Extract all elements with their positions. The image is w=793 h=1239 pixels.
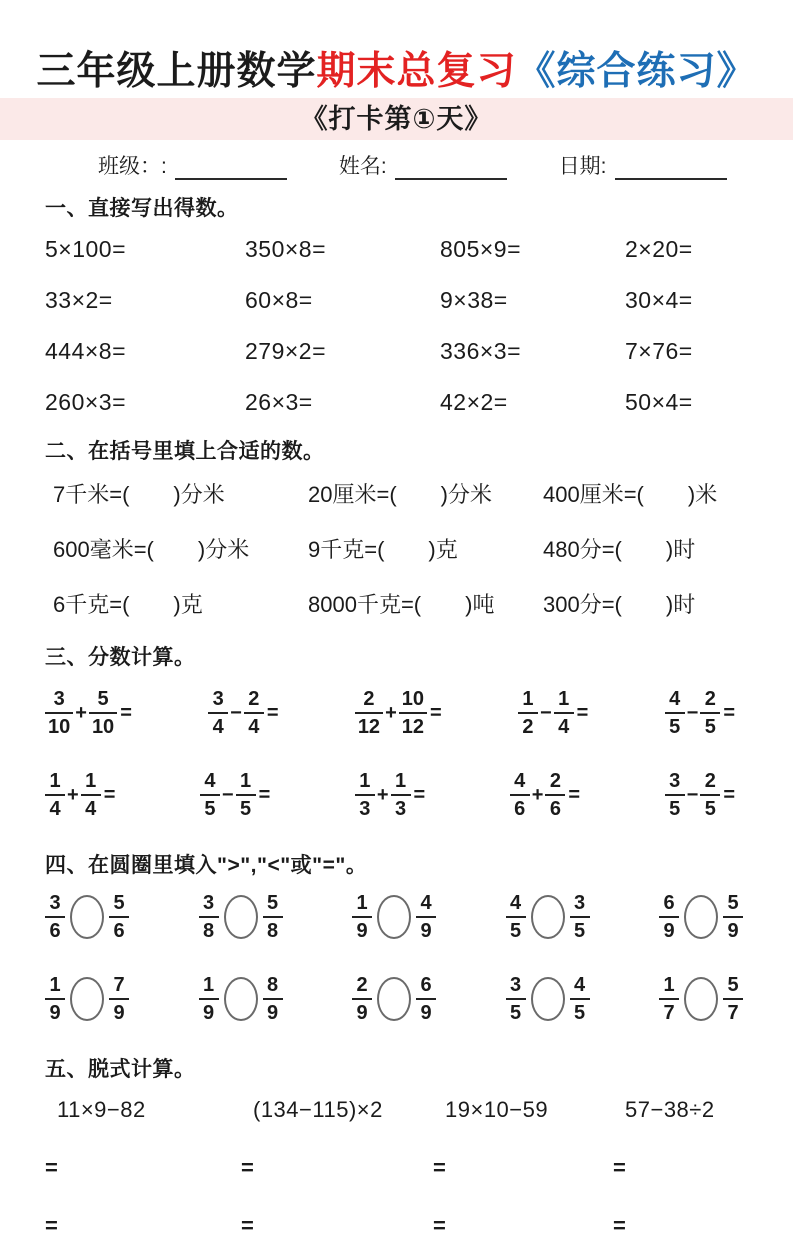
fraction [199,893,219,941]
equals-sign: = [120,701,132,724]
section-unit-conversion [45,435,763,619]
fraction-numerator: 3 [509,974,522,996]
operator: − [221,783,234,806]
math-problem: 336×3= [440,338,522,364]
fraction-denominator: 5 [570,998,590,1023]
fraction-expression [665,771,735,819]
fraction-numerator: 4 [573,974,586,996]
fraction-expression [200,771,270,819]
comparison-circle [70,895,104,939]
math-problem: 33×2= [45,287,113,313]
fraction-comparison [199,893,283,941]
math-problem: 42×2= [440,389,508,415]
fraction [659,893,679,941]
fraction-numerator: 5 [727,892,739,914]
fraction-denominator: 9 [45,998,65,1023]
fraction-denominator: 4 [208,712,228,737]
title-part-blue: 《综合练习》 [516,50,757,93]
fraction-numerator: 4 [204,770,216,792]
fraction-comparison [659,893,743,941]
fraction-denominator: 5 [700,794,720,819]
equals-sign: = [568,783,581,806]
fraction-denominator: 5 [665,794,685,819]
math-problem: 260×3= [45,389,127,415]
math-problem: 7×76= [625,338,693,364]
fraction [355,771,375,819]
equals-sign: = [45,1155,59,1180]
fraction-expression [355,689,442,737]
fraction-expression [518,689,588,737]
fraction-expression [45,771,115,819]
operator: + [376,783,389,806]
section-step-calculation [45,1053,763,1239]
equals-sign: = [613,1155,627,1180]
fraction-denominator: 5 [665,712,685,737]
math-problem: 8000千克=( )吨 [308,592,495,617]
math-problem: 480分=( )时 [543,537,696,562]
fraction-denominator: 12 [355,712,383,737]
fraction-expression [510,771,580,819]
math-problem: 9千克=( )克 [308,537,458,562]
equals-sign: = [430,701,442,724]
fraction-expression [45,689,132,737]
worksheet-page [0,50,793,1238]
fraction-numerator: 6 [420,974,432,996]
fraction [355,689,383,737]
math-problem: 19×10−59 [445,1097,549,1122]
fraction-expression [208,689,278,737]
fraction [700,689,720,737]
fraction-numerator: 3 [573,892,586,914]
section3-heading: 三、分数计算。 [45,646,196,669]
fraction [659,975,679,1023]
fraction-numerator: 4 [509,892,522,914]
fraction-numerator: 5 [727,974,739,996]
fraction-numerator: 2 [248,688,260,710]
fraction-numerator: 5 [113,892,125,914]
fraction [554,689,574,737]
fraction-comparison [506,975,590,1023]
fraction [506,893,526,941]
equals-sign: = [103,783,116,806]
fraction-denominator: 4 [554,712,574,737]
fraction [506,975,526,1023]
equals-sign: = [723,783,735,806]
fraction-numerator: 5 [266,892,279,914]
equals-sign: = [241,1213,255,1238]
fraction-comparison [352,893,436,941]
math-problem: 279×2= [245,338,327,364]
fraction-denominator: 5 [570,916,590,941]
fraction-expression [665,689,735,737]
fraction-denominator: 9 [723,916,743,941]
fraction [723,975,743,1023]
operator: + [67,783,79,806]
fraction [510,771,530,819]
fraction-denominator: 9 [199,998,219,1023]
fraction-numerator: 1 [49,770,61,792]
fraction [244,689,264,737]
fraction-denominator: 8 [199,916,219,941]
fraction-denominator: 8 [263,916,283,941]
fraction [416,893,436,941]
fraction [45,689,73,737]
fraction-denominator: 9 [659,916,679,941]
fraction-numerator: 8 [266,974,279,996]
comparison-circle [684,895,718,939]
equals-sign: = [613,1213,627,1238]
operator: − [230,701,242,724]
math-problem: 26×3= [245,389,313,415]
fraction-numerator: 1 [558,688,570,710]
equals-sign: = [241,1155,255,1180]
operator: − [539,701,552,724]
fraction-numerator: 4 [420,892,432,914]
fraction-denominator: 9 [263,998,283,1023]
math-problem: 50×4= [625,389,693,415]
header-fields [98,150,793,180]
fraction-numerator: 4 [514,770,526,792]
fraction [89,689,117,737]
worksheet-content [0,192,793,1239]
fraction-numerator: 10 [401,688,424,710]
operator: − [686,701,699,724]
fraction [352,975,372,1023]
fraction-numerator: 1 [49,974,61,996]
fraction-numerator: 3 [49,892,61,914]
comparison-circle [224,977,258,1021]
fraction-denominator: 10 [89,712,117,737]
fraction-numerator: 4 [669,688,681,710]
date-blank-line [615,156,727,180]
fraction-denominator: 5 [200,794,220,819]
title-part-black: 三年级上册数学 [36,50,317,93]
operator: − [686,783,699,806]
fraction-numerator: 1 [394,770,407,792]
equals-sign: = [723,701,735,724]
fraction-numerator: 5 [97,688,109,710]
section2-problem-grid [45,481,763,619]
fraction-denominator: 3 [391,794,411,819]
fraction [570,893,590,941]
section5-heading: 五、脱式计算。 [45,1058,196,1081]
fraction-denominator: 6 [510,794,530,819]
class-blank-line [175,156,287,180]
fraction-denominator: 9 [352,998,372,1023]
fraction-denominator: 10 [45,712,73,737]
fraction-numerator: 3 [202,892,215,914]
fraction-numerator: 1 [359,770,371,792]
fraction [236,771,256,819]
equals-sign: = [45,1213,59,1238]
fraction-expression [355,771,425,819]
math-problem: 444×8= [45,338,127,364]
fraction-denominator: 7 [723,998,743,1023]
fraction [81,771,101,819]
fraction-denominator: 6 [545,794,565,819]
operator: + [385,701,397,724]
fraction-denominator: 4 [45,794,65,819]
fraction-denominator: 12 [399,712,427,737]
fraction [45,771,65,819]
fraction [723,893,743,941]
math-problem: 20厘米=( )分米 [308,482,492,507]
section-fraction-calculation [45,641,763,823]
fraction [263,893,283,941]
math-problem: 300分=( )时 [543,592,696,617]
fraction-denominator: 5 [236,794,256,819]
fraction-numerator: 1 [663,974,675,996]
fraction-numerator: 1 [356,892,368,914]
class-field [98,150,287,180]
operator: + [75,701,87,724]
fraction-denominator: 9 [416,998,436,1023]
fraction-numerator: 1 [85,770,97,792]
equals-sign: = [576,701,589,724]
fraction-denominator: 9 [352,916,372,941]
section-fraction-comparison [45,849,763,1027]
class-field-label: 班级：: [98,155,167,178]
fraction [665,771,685,819]
section1-problem-grid [45,236,763,415]
fraction-numerator: 3 [669,770,681,792]
comparison-circle [531,977,565,1021]
fraction-comparison [352,975,436,1023]
operator: + [531,783,544,806]
fraction-denominator: 3 [355,794,375,819]
fraction-numerator: 1 [522,688,534,710]
problem-row [45,971,763,1027]
fraction [199,975,219,1023]
fraction-comparison [45,893,129,941]
comparison-circle [70,977,104,1021]
comparison-circle [377,895,411,939]
math-problem: 400厘米=( )米 [543,482,718,507]
fraction [399,689,427,737]
fraction [570,975,590,1023]
fraction [109,975,129,1023]
step-calculation-grid [45,1097,763,1239]
fraction [45,893,65,941]
math-problem: 5×100= [45,236,127,262]
equals-sign: = [266,701,279,724]
math-problem: 30×4= [625,287,693,313]
fraction [700,771,720,819]
fraction-denominator: 6 [109,916,129,941]
fraction-denominator: 4 [81,794,101,819]
math-problem: 6千克=( )克 [53,592,203,617]
fraction [109,893,129,941]
equals-sign: = [433,1155,447,1180]
fraction-comparison [45,975,129,1023]
math-problem: 350×8= [245,236,327,262]
fraction [352,893,372,941]
fraction-denominator: 5 [506,998,526,1023]
comparison-circle [684,977,718,1021]
fraction [263,975,283,1023]
fraction [545,771,565,819]
fraction-denominator: 5 [700,712,720,737]
fraction-denominator: 4 [244,712,264,737]
fraction-numerator: 3 [53,688,65,710]
title-part-red: 期末总复习 [316,50,517,93]
fraction-numerator: 1 [240,770,252,792]
fraction [200,771,220,819]
equals-sign: = [433,1213,447,1238]
fraction-numerator: 1 [202,974,215,996]
fraction [665,689,685,737]
fraction-comparison [199,975,283,1023]
name-field-label: 姓名: [338,155,387,178]
section-direct-computation [45,192,763,415]
worksheet-title [0,50,793,94]
section4-heading: 四、在圆圈里填入">","<"或"="。 [45,854,368,877]
fraction-denominator: 2 [518,712,538,737]
math-problem: 57−38÷2 [625,1097,715,1122]
fraction-comparison-rows [45,889,763,1027]
fraction-denominator: 9 [416,916,436,941]
comparison-circle [377,977,411,1021]
fraction-denominator: 5 [506,916,526,941]
name-blank-line [395,156,507,180]
math-problem: (134−115)×2 [253,1097,383,1122]
fraction [391,771,411,819]
fraction [518,689,538,737]
comparison-circle [531,895,565,939]
math-problem: 9×38= [440,287,508,313]
fraction-numerator: 3 [212,688,224,710]
section1-heading: 一、直接写出得数。 [45,197,239,220]
fraction-numerator: 2 [549,770,561,792]
fraction [45,975,65,1023]
problem-row [45,889,763,945]
problem-row [45,685,763,741]
fraction-numerator: 2 [704,688,716,710]
fraction [208,689,228,737]
math-problem: 2×20= [625,236,693,262]
day-banner-text: 《打卡第①天》 [300,104,493,134]
fraction-comparison [506,893,590,941]
fraction [416,975,436,1023]
comparison-circle [224,895,258,939]
day-banner [0,98,793,140]
date-field [559,150,727,180]
name-field [339,150,507,180]
fraction-denominator: 9 [109,998,129,1023]
fraction-denominator: 6 [45,916,65,941]
fraction-comparison [659,975,743,1023]
math-problem: 60×8= [245,287,313,313]
math-problem: 805×9= [440,236,522,262]
fraction-denominator: 7 [659,998,679,1023]
equals-sign: = [413,783,426,806]
math-problem: 11×9−82 [57,1097,146,1122]
equals-sign: = [258,783,271,806]
section2-heading: 二、在括号里填上合适的数。 [45,440,325,463]
math-problem: 600毫米=( )分米 [53,537,250,562]
fraction-numerator: 7 [113,974,125,996]
fraction-numerator: 2 [356,974,368,996]
fraction-calculation-rows [45,685,763,823]
fraction-numerator: 6 [663,892,675,914]
fraction-numerator: 2 [363,688,375,710]
date-field-label: 日期: [558,155,607,178]
fraction-numerator: 2 [704,770,716,792]
math-problem: 7千米=( )分米 [53,482,225,507]
problem-row [45,767,763,823]
